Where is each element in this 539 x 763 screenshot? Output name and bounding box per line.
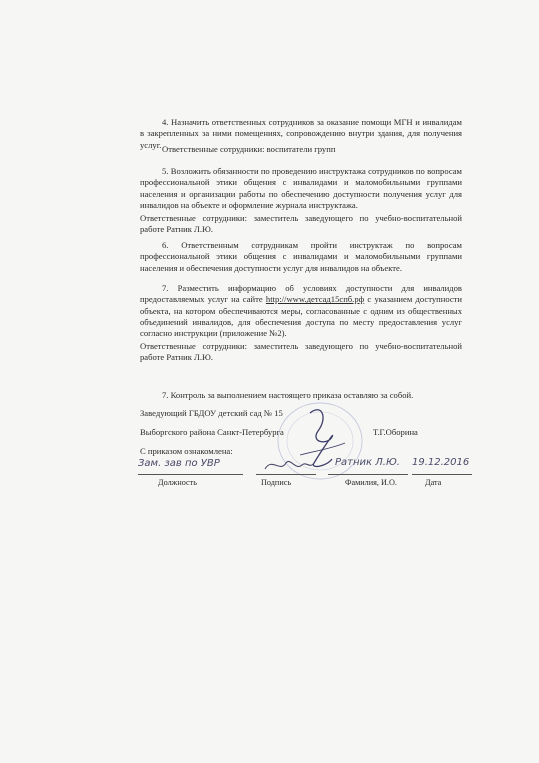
name-underline: [328, 474, 408, 475]
caption-date: Дата: [425, 478, 442, 487]
item-6: 6. Ответственным сотрудникам пройти инструктаж по вопросам профессиональной этики общения с инвалидами и маломобильными группами населения и обеспечения доступности услуг для инвалидов на объекте.: [140, 240, 462, 273]
item-5: 5. Возложить обязанности по проведению инструктажа сотрудников по вопросам профессиональной этики общения с инвалидами и маломобильными группами населения и организации работы по обеспечению доступности получения услуг для инвалидов на объекте и оформление журнала инструктажа.: [140, 166, 462, 210]
head-title-line2: Выборгского района Санкт-Петербурга: [140, 427, 284, 437]
item-7-text-after: с указанием доступности объекта, на котором обеспечиваются меры, согласованные с одним из общественных объединений инвалидов, для обеспечения доступа по месту предоставления услуг согласно инструкции (приложение №2).: [140, 294, 463, 339]
head-title-line1: Заведующий ГБДОУ детский сад № 15: [140, 408, 283, 418]
responsible-item-4: Ответственные сотрудники: воспитатели групп: [162, 144, 336, 154]
date-underline: [412, 474, 472, 475]
item-4: 4. Назначить ответственных сотрудников за оказание помощи МГН и инвалидам в закрепленных за ними помещениях, сопровождению внутри здания, для получения услуг.: [140, 117, 462, 150]
position-underline: [138, 474, 243, 475]
head-signer-name: Т.Г.Оборина: [373, 427, 418, 437]
caption-name: Фамилия, И.О.: [345, 478, 397, 487]
handwritten-surname: Ратник Л.Ю.: [335, 457, 400, 468]
signature-underline: [256, 474, 316, 475]
responsible-item-7: Ответственные сотрудники: заместитель заведующего по учебно-воспитательной работе Ратник Л.Ю.: [140, 341, 462, 363]
responsible-item-5: Ответственные сотрудники: заместитель заведующего по учебно-воспитательной работе Ратник Л.Ю.: [140, 213, 462, 235]
item-7: [140, 283, 462, 339]
handwritten-position: Зам. зав по УВР: [138, 458, 220, 469]
site-link[interactable]: http://www.детсад15спб.рф: [265, 294, 365, 305]
caption-signature: Подпись: [261, 478, 292, 487]
handwritten-date: 19.12.2016: [412, 457, 470, 468]
caption-position: Должность: [158, 478, 197, 487]
item-control: 7. Контроль за выполнением настоящего приказа оставляю за собой.: [162, 390, 414, 400]
acquainted-label: С приказом ознакомлена:: [140, 446, 233, 456]
item-7-text-before: 7. Разместить информацию об условиях доступности для инвалидов предоставляемых услуг на сайте: [140, 283, 462, 305]
